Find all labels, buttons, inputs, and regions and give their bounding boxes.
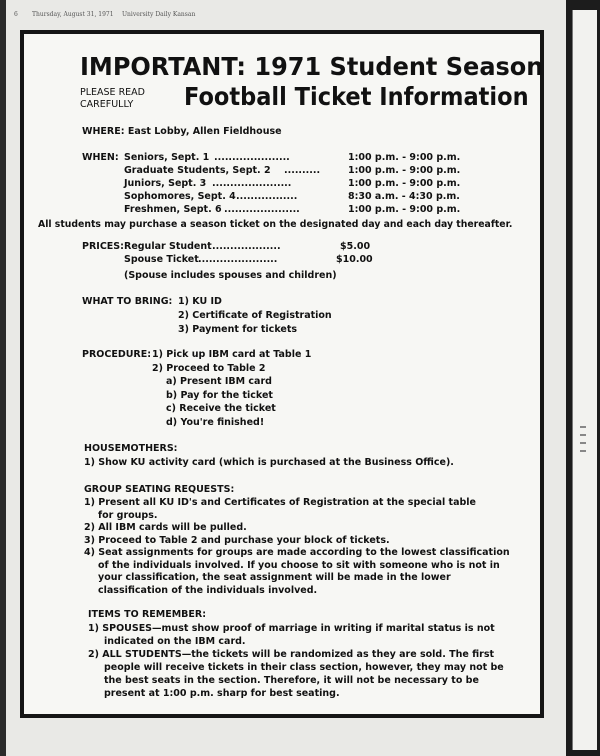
right-page-edge [566,0,600,756]
regular-student-dots: ................... [212,241,281,252]
when-dots-3: ...................... [212,178,292,189]
when-time-2: 1:00 p.m. - 9:00 p.m. [348,165,461,176]
where-line: WHERE: East Lobby, Allen Fieldhouse [82,126,282,137]
group-line-6: of the individuals involved. If you choose to sit with someone who is not in [98,560,500,571]
group-line-1: 1) Present all KU ID's and Certificates of Registration at the special table [84,497,477,508]
page-number: 6 [14,11,18,18]
running-head [14,9,554,23]
headline-line-1: IMPORTANT: 1971 Student Season [80,52,544,81]
spouse-note: (Spouse includes spouses and children) [124,270,337,281]
remember-line-1: 1) SPOUSES—must show proof of marriage in writing if marital status is not [88,623,495,634]
housemothers-label: HOUSEMOTHERS: [84,443,178,454]
remember-label: ITEMS TO REMEMBER: [88,609,207,620]
when-time-4: 8:30 a.m. - 4:30 p.m. [348,191,460,202]
left-page-edge [0,0,6,756]
when-time-5: 1:00 p.m. - 9:00 p.m. [348,204,461,215]
remember-line-4: people will receive tickets in their class section, however, they may not be [104,662,504,673]
regular-student-label: Regular Student [124,241,212,252]
procedure-sub-c: c) Receive the ticket [166,403,276,414]
adjacent-page [572,10,597,750]
remember-line-5: the best seats in the section. Therefore, it will not be necessary to be [104,675,479,686]
group-line-7: your classification, the seat assignment will be made in the lower [98,572,451,583]
group-line-8: classification of the individuals involved. [98,585,318,596]
bring-item-2: 2) Certificate of Registration [178,310,332,321]
when-dots-1: ..................... [214,152,290,163]
all-students-note: All students may purchase a season ticket on the designated day and each day thereafter. [38,219,513,230]
headline-line-2: Football Ticket Information [184,82,529,111]
bring-item-1: 1) KU ID [178,296,222,307]
group-line-2: for groups. [98,510,158,521]
procedure-sub-b: b) Pay for the ticket [166,390,273,401]
when-who-2: Graduate Students, Sept. 2 [124,165,271,176]
when-dots-5: ..................... [224,204,300,215]
group-line-5: 4) Seat assignments for groups are made according to the lowest classification [84,547,510,558]
when-who-4: Sophomores, Sept. 4 [124,191,236,202]
group-line-3: 2) All IBM cards will be pulled. [84,522,247,533]
procedure-label: PROCEDURE: [82,349,152,360]
remember-line-2: indicated on the IBM card. [104,636,246,647]
when-time-1: 1:00 p.m. - 9:00 p.m. [348,152,461,163]
group-seating-label: GROUP SEATING REQUESTS: [84,484,235,495]
newspaper-name: University Daily Kansan [122,11,196,18]
regular-student-price: $5.00 [340,241,371,252]
please-read-note [80,87,180,111]
remember-line-3: 2) ALL STUDENTS—the tickets will be randomized as they are sold. The first [88,649,495,660]
when-who-3: Juniors, Sept. 3 [124,178,207,189]
please-read-text: PLEASE READ [80,87,145,98]
procedure-step-2: 2) Proceed to Table 2 [152,363,266,374]
procedure-sub-a: a) Present IBM card [166,376,272,387]
when-dots-4: ................. [236,191,298,202]
what-to-bring-label: WHAT TO BRING: [82,296,173,307]
when-who-5: Freshmen, Sept. 6 [124,204,222,215]
adjacent-page-marks [580,420,590,500]
when-who-1: Seniors, Sept. 1 [124,152,210,163]
procedure-step-1: 1) Pick up IBM card at Table 1 [152,349,312,360]
remember-line-6: present at 1:00 p.m. sharp for best seating. [104,688,340,699]
carefully-text: CAREFULLY [80,99,134,110]
when-time-3: 1:00 p.m. - 9:00 p.m. [348,178,461,189]
spouse-ticket-price: $10.00 [336,254,373,265]
housemothers-item: 1) Show KU activity card (which is purchased at the Business Office). [84,457,454,468]
group-line-4: 3) Proceed to Table 2 and purchase your block of tickets. [84,535,390,546]
spouse-ticket-dots: ...................... [198,254,278,265]
procedure-sub-d: d) You're finished! [166,417,265,428]
prices-label: PRICES: [82,241,124,252]
bring-item-3: 3) Payment for tickets [178,324,298,335]
when-label: WHEN: [82,152,119,163]
spouse-ticket-label: Spouse Ticket [124,254,199,265]
issue-date: Thursday, August 31, 1971 [32,11,114,18]
when-dots-2: .......... [284,165,321,176]
